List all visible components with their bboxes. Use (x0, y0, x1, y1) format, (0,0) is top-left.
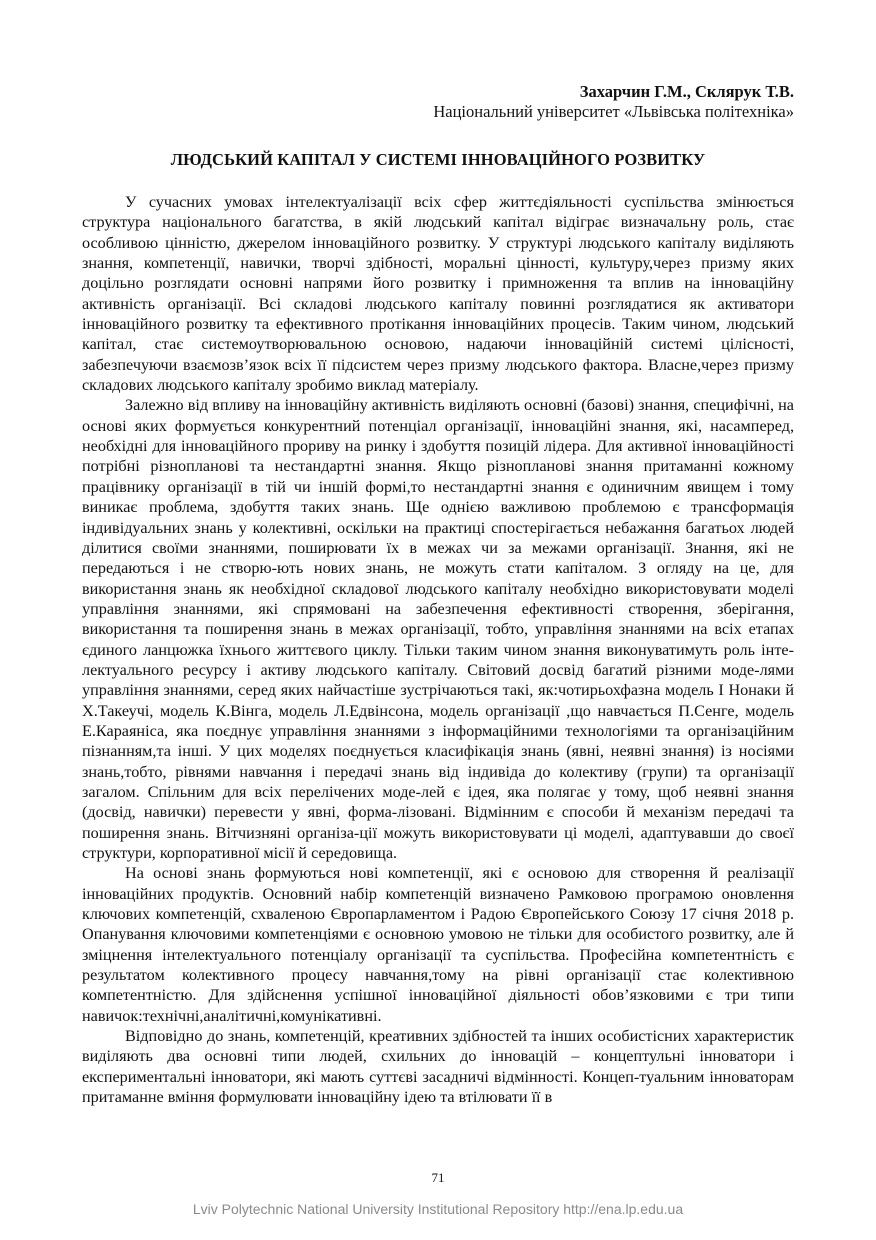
page-number: 71 (431, 1170, 445, 1185)
paragraph: У сучасних умовах інтелектуалізації всіх сфер життєдіяльності суспільства змінюється структура національного багатства, в якій людський капітал відіграє визначальну роль, стає особливою цінністю, джерелом інноваційного розвитку. У структурі людського капіталу виділяють знання, компетенції, навички, творчі здібності, моральні цінності, культуру,через призму яких доцільно розглядати основні напрями його розвитку і примноження та вплив на інноваційну активність організації. Всі складові людського капіталу повинні розглядатися як активатори інноваційного розвитку та ефективного протікання інноваційних процесів. Таким чином, людський капітал, стає системоутворювальною основою, надаючи інноваційній системі цілісності, забезпечуючи взаємозв’язок всіх її підсистем через призму людського фактора. Власне,через призму складових людського капіталу зробимо виклад матеріалу. (82, 193, 794, 395)
document-page (82, 82, 794, 1107)
affiliation: Національний університет «Львівська політехніка» (433, 102, 794, 121)
paragraph: Відповідно до знань, компетенцій, креативних здібностей та інших особистісних характеристик виділяють два основні типи людей, схильних до інновацій – концептульні інноватори і експериментальні інноватори, які мають суттєві засадничі відмінності. Концеп-туальним інноваторам притаманне вміння формулювати інноваційну ідею та втілювати її в (82, 1027, 794, 1107)
authors: Захарчин Г.М., Склярук Т.В. (579, 82, 794, 101)
repository-footer: Lviv Polytechnic National University Institutional Repository http://ena.lp.edu.ua (192, 1201, 684, 1217)
paragraph: На основі знань формуються нові компетенції, які є основою для створення й реалізації інноваційних продуктів. Основний набір компетенцій визначено Рамковою програмою оновлення ключових компетенцій, схваленою Європарламентом і Радою Європейського Союзу 17 січня 2018 р. Опанування ключовими компетенціями є основною умовою не тільки для особистого розвитку, але й зміцнення інтелектуального потенціалу організації та суспільства. Професійна компетентність є результатом колективного процесу навчання,тому на рівні організації стає колективною компетентністю. Для здійснення успішної інноваційної діяльності обов’язковими є три типи навичок:технічні,аналітичні,комунікативні. (82, 864, 794, 1025)
article-body (82, 192, 794, 1107)
paragraph: Залежно від впливу на інноваційну активність виділяють основні (базові) знання, специфічні, на основі яких формується конкурентний потенціал організації, інноваційні знання, які, насамперед, необхідні для інноваційного прориву на ринку і здобуття позицій лідера. Для активної інноваційності потрібні різнопланові та нестандартні знання. Якщо різнопланові знання притаманні кожному працівнику організації в тій чи іншій формі,то нестандартні знання є одиничним явищем і тому виникає проблема, здобуття таких знань. Ще однією важливою проблемою є трансформація індивідуальних знань у колективні, оскільки на практиці спостерігається небажання багатьох людей ділитися своїми знаннями, поширювати їх в межах чи за межами організації. Знання, які не передаються і не створю-ють нових знань, не можуть стати капіталом. З огляду на це, для використання знань як необхідної складової людського капіталу необхідно використовувати моделі управління знаннями, які спрямовані на забезпечення ефективності створення, зберігання, використання та поширення знань в межах організації, тобто, управління знаннями на всіх етапах єдиного ланцюжка їхнього життєвого циклу. Тільки таким чином знання виконуватимуть роль інте-лектуального ресурсу і активу людського капіталу. Світовий досвід багатий різними моде-лями управління знаннями, серед яких найчастіше зустрічаються такі, як:чотирьохфазна модель І Нонаки й Х.Такеучі, модель К.Вінга, модель Л.Едвінсона, модель організації ,що навчається П.Сенге, модель Е.Караяніса, яка поєднує управління знаннями з інформаційними технологіями та організаційним пізнанням,та інші. У цих моделях поєднується класифікація знань (явні, неявні знання) із носіями знань,тобто, рівнями навчання і передачі знань від індивіда до колективу (групи) та організації загалом. Спільним для всіх перелічених моде-лей є ідея, яка полягає у тому, щоб неявні знання (досвід, навички) перевести у явні, форма-лізовані. Відмінним є способи й механізм передачі та поширення знань. Вітчизняні організа-ції можуть використовувати ці моделі, адаптувавши до своєї структури, корпоративної місії й середовища. (82, 396, 794, 862)
article-title: ЛЮДСЬКИЙ КАПІТАЛ У СИСТЕМІ ІННОВАЦІЙНОГО РОЗВИТКУ (170, 150, 706, 169)
